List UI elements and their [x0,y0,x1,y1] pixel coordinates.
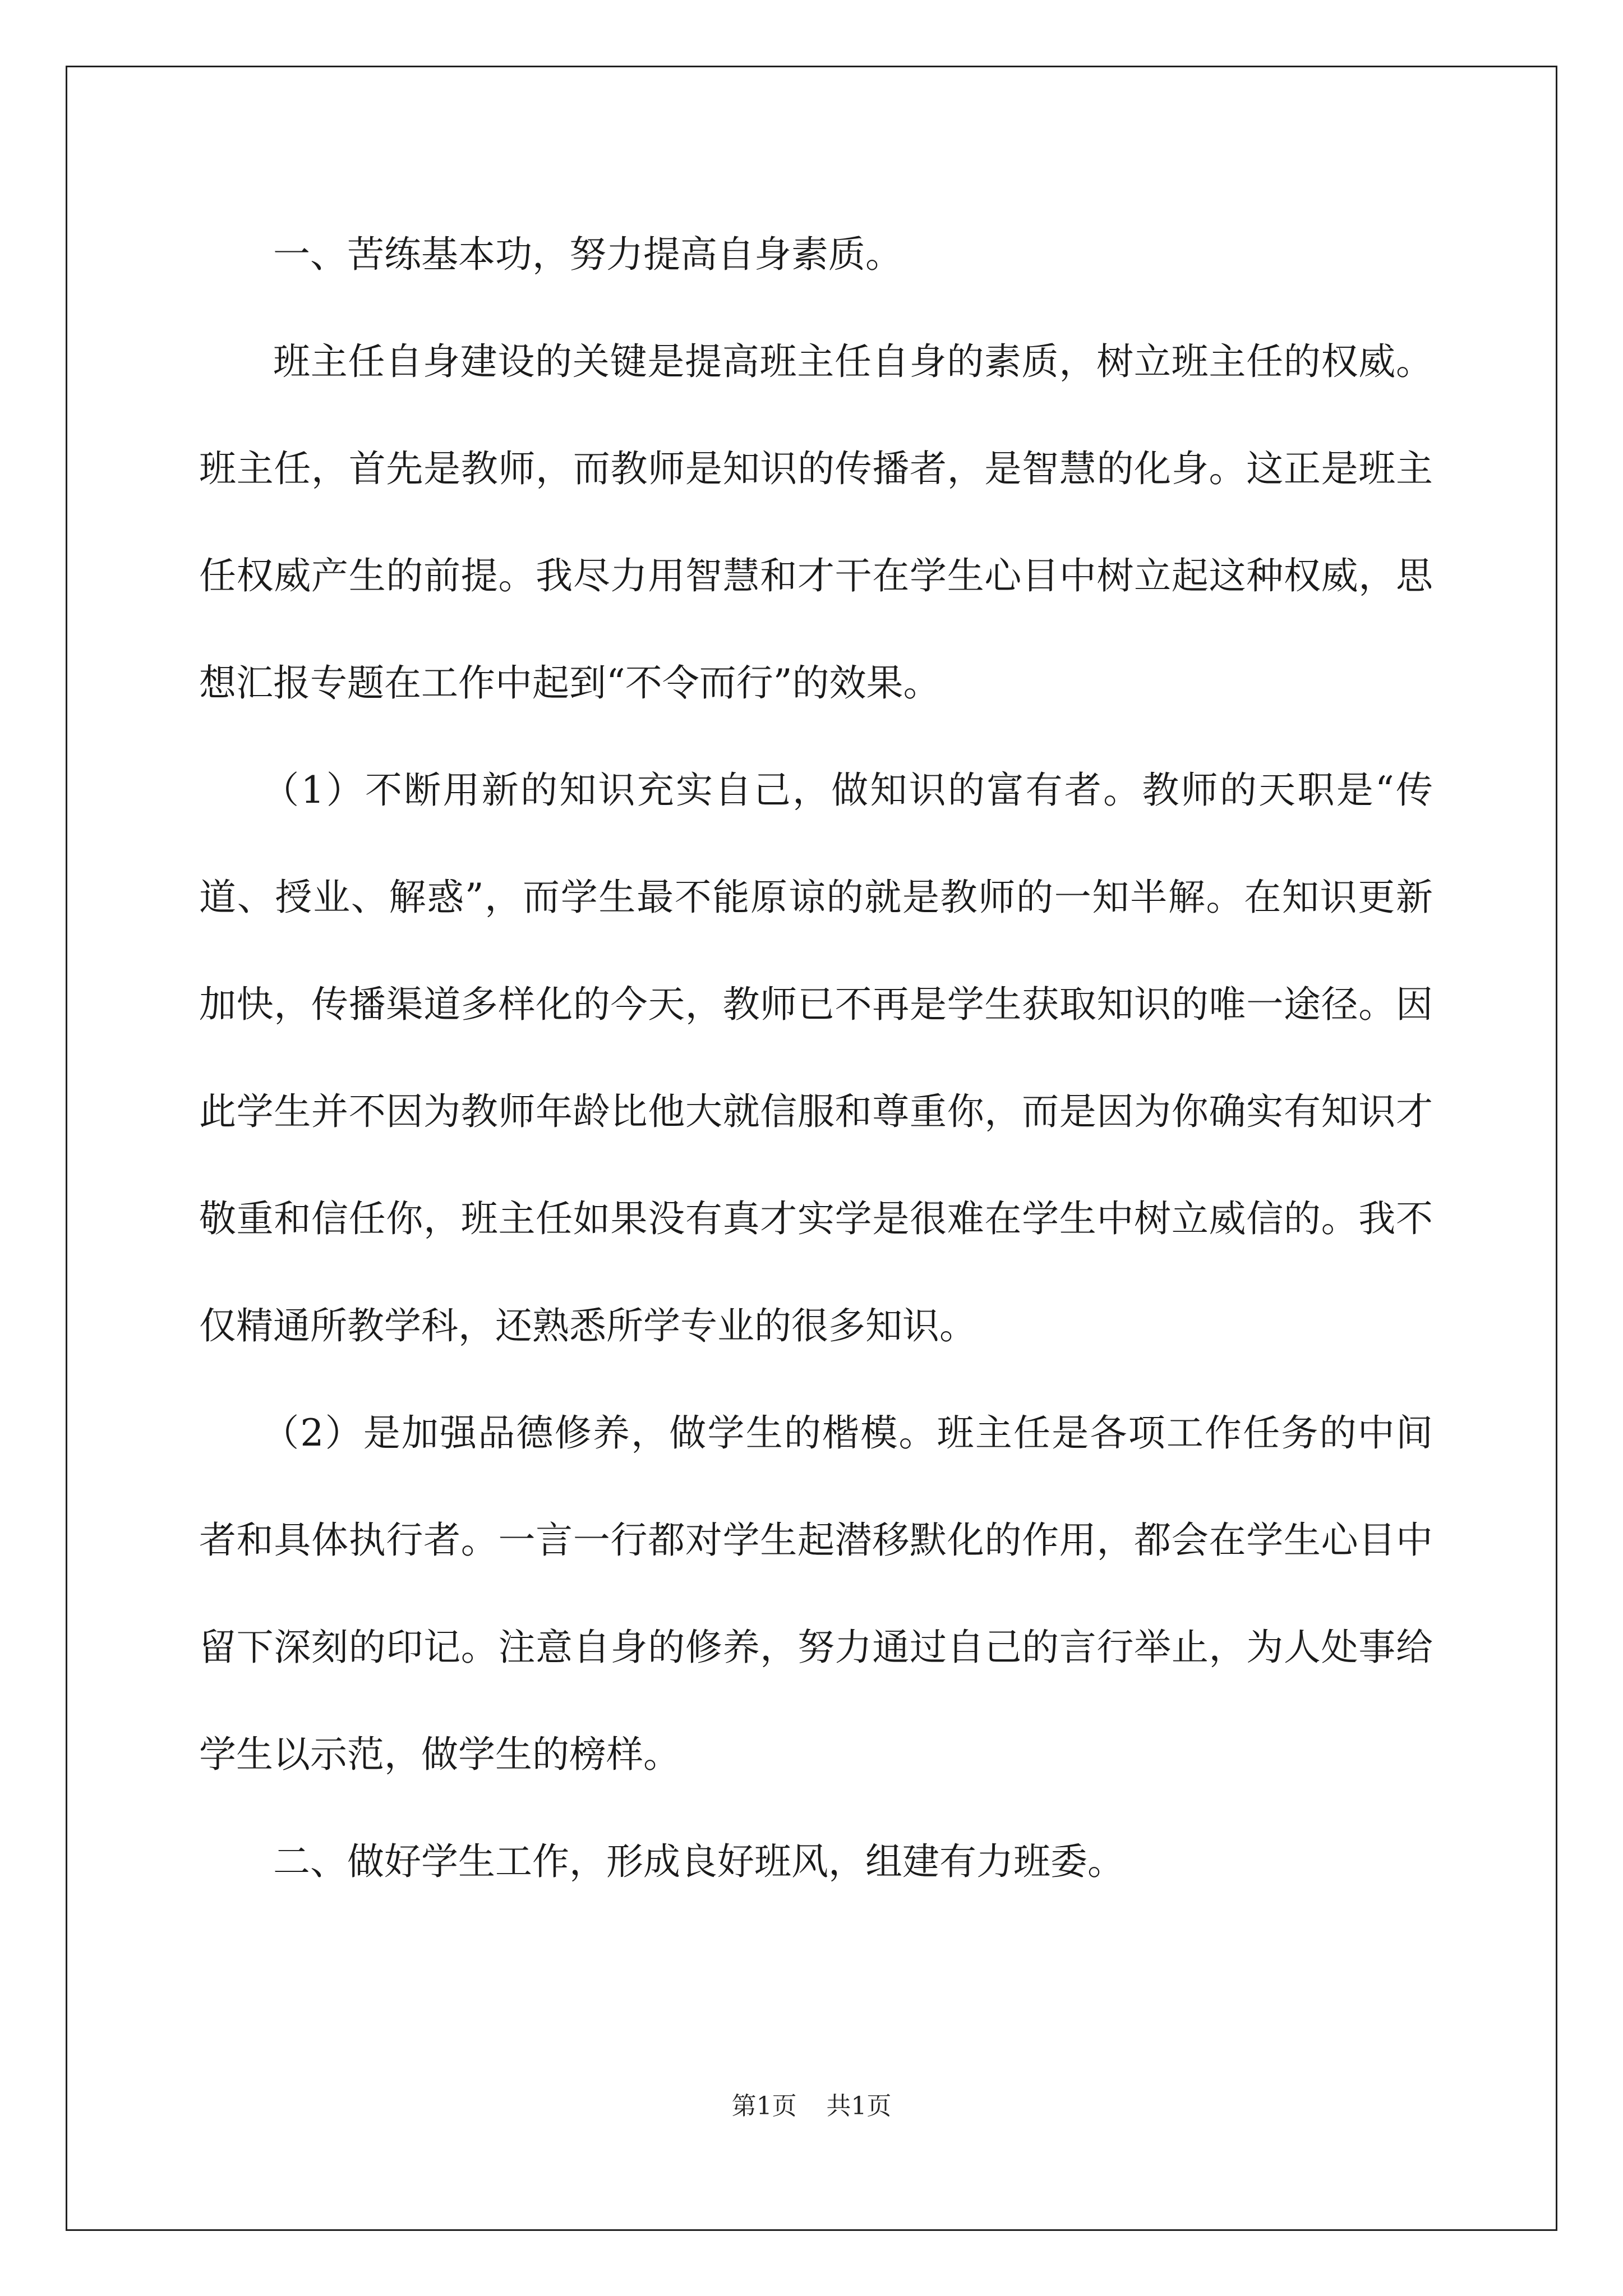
paragraph-authority: 班主任自身建设的关键是提高班主任自身的素质，树立班主任的权威。班主任，首先是教师，而教师是知识的传播者，是智慧的化身。这正是班主任权威产生的前提。我尽力用智慧和才干在学生心目中树立起这种权威，思想汇报专题在工作中起到“不令而行”的效果。 [199,340,1433,705]
paragraph-morality: （2）是加强品德修养，做学生的楷模。班主任是各项工作任务的中间者和具体执行者。一言一行都对学生起潜移默化的作用，都会在学生心目中留下深刻的印记。注意自身的修养，努力通过自己的言行举止，为人处事给学生以示范，做学生的榜样。 [199,1411,1433,1776]
paragraph-knowledge: （1）不断用新的知识充实自己，做知识的富有者。教师的天职是“传道、授业、解惑”，而学生最不能原谅的就是教师的一知半解。在知识更新加快，传播渠道多样化的今天，教师已不再是学生获取知识的唯一途径。因此学生并不因为教师年龄比他大就信服和尊重你，而是因为你确实有知识才敬重和信任你，班主任如果没有真才实学是很难在学生中树立威信的。我不仅精通所教学科，还熟悉所学专业的很多知识。 [199,769,1433,1347]
heading-section-one: 一、苦练基本功，努力提高自身素质。 [273,233,902,276]
document-body [199,201,1433,1915]
page-footer [0,2086,1623,2122]
page-number-current: 第1页 [731,2092,797,2120]
page-number-total: 共1页 [826,2092,892,2120]
heading-section-two: 二、做好学生工作，形成良好班风，组建有力班委。 [273,1840,1124,1883]
